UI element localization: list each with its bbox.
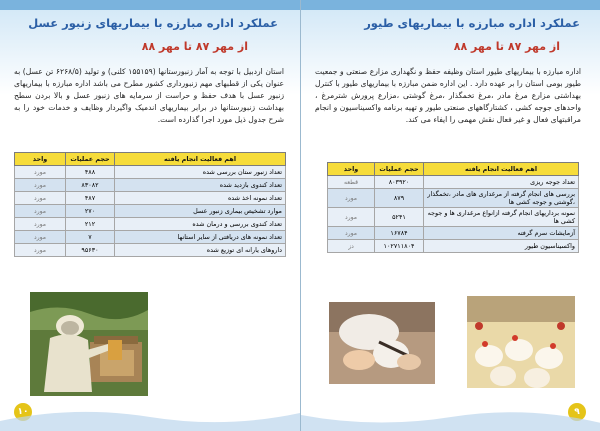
- page-subtitle: از مهر ۸۷ تا مهر ۸۸: [141, 40, 248, 53]
- body-paragraph: استان اردبیل با توجه به آمار زنبورستانها (۱۵۵۱۵۹ کلنی) و تولید (۶۲۶۸/۵ تن عسل) به عنوان یکی از قطبهای مهم زنبورداری کشور مطرح می باشد اداره مبارزه با بیماریهای زنبور عسل با هدف حفظ و حراست از سرمایه های زنبور عسل و بالا بردن سطح بهداشت زنبورستانها در برابر بیماریهای اندمیک واگیردار وظایف و خدمات خود را به شرح جدول ذیل مورد اجرا گذارده است.: [14, 67, 284, 124]
- table-row: [15, 192, 286, 205]
- page-number: ۱۰: [14, 403, 32, 421]
- activity-cell: موارد تشخیص بیماری زنبور عسل: [115, 205, 286, 218]
- right-page-poultry-diseases: [300, 0, 600, 431]
- page-number: ۹: [568, 403, 586, 421]
- table-row: [15, 179, 286, 192]
- volume-cell: ۸۷۹: [375, 189, 424, 208]
- unit-cell: مورد: [15, 231, 66, 244]
- unit-cell: دز: [328, 240, 375, 253]
- header-activity: اهم فعالیت انجام یافته: [424, 163, 579, 176]
- unit-cell: مورد: [15, 205, 66, 218]
- volume-cell: ۲۷۰: [66, 205, 115, 218]
- volume-cell: ۷: [66, 231, 115, 244]
- volume-cell: ۴۸۷: [66, 192, 115, 205]
- header-volume: حجم عملیات: [375, 163, 424, 176]
- activity-cell: آزمایشات سرم گرفته: [424, 227, 579, 240]
- unit-cell: مورد: [15, 244, 66, 257]
- footer-wave: [301, 395, 600, 431]
- header-unit: واحد: [328, 163, 375, 176]
- unit-cell: مورد: [15, 179, 66, 192]
- footer-wave: [0, 395, 300, 431]
- volume-cell: ۲۱۲: [66, 218, 115, 231]
- unit-cell: مورد: [15, 192, 66, 205]
- table-row: [15, 231, 286, 244]
- top-bar: [0, 0, 300, 10]
- header-activity: اهم فعالیت انجام یافته: [115, 153, 286, 166]
- activity-cell: تعداد نمونه های دریافتی از سایر استانها: [115, 231, 286, 244]
- unit-cell: مورد: [15, 166, 66, 179]
- page-title: عملکرد اداره مبارزه با بیماریهای طیور: [364, 16, 580, 30]
- activity-cell: داروهای یارانه ای توزیع شده: [115, 244, 286, 257]
- activity-cell: واکسیناسیون طیور: [424, 240, 579, 253]
- activity-cell: تعداد کندوی بازدید شده: [115, 179, 286, 192]
- volume-cell: ۵۲۴۱: [375, 208, 424, 227]
- unit-cell: مورد: [328, 189, 375, 208]
- unit-cell: مورد: [328, 227, 375, 240]
- beekeeper-photo: [30, 292, 148, 396]
- table-row: [328, 189, 579, 208]
- header-volume: حجم عملیات: [66, 153, 115, 166]
- activity-cell: تعداد کندوی بررسی و درمان شده: [115, 218, 286, 231]
- volume-cell: ۸۳۰۸۲: [66, 179, 115, 192]
- volume-cell: ۸۰۳۹۲۰: [375, 176, 424, 189]
- volume-cell: ۱۶۷۸۴: [375, 227, 424, 240]
- unit-cell: مورد: [328, 208, 375, 227]
- table-header-row: [328, 163, 579, 176]
- chickens-photo: [467, 296, 575, 388]
- activity-cell: بررسی های انجام گرفته از مرغداری های مادر ،تخمگذار ،گوشتی و جوجه کشی ها: [424, 189, 579, 208]
- activity-table: [14, 152, 286, 257]
- volume-cell: ۴۸۸: [66, 166, 115, 179]
- header-unit: واحد: [15, 153, 66, 166]
- table-row: [328, 227, 579, 240]
- activity-cell: تعداد جوجه ریزی: [424, 176, 579, 189]
- unit-cell: مورد: [15, 218, 66, 231]
- page-title: عملکرد اداره مبارزه با بیماریهای زنبور عسل: [28, 16, 278, 30]
- volume-cell: ۹۵۶۳۰: [66, 244, 115, 257]
- table-row: [328, 208, 579, 227]
- activity-cell: تعداد زنبور ستان بررسی شده: [115, 166, 286, 179]
- activity-table: [327, 162, 579, 253]
- unit-cell: قطعه: [328, 176, 375, 189]
- table-header-row: [15, 153, 286, 166]
- activity-cell: تعداد نمونه اخذ شده: [115, 192, 286, 205]
- activity-cell: نمونه برداریهای انجام گرفته ازانواع مرغداری ها و جوجه کشی ها: [424, 208, 579, 227]
- table-row: [15, 244, 286, 257]
- page-subtitle: از مهر ۸۷ تا مهر ۸۸: [453, 40, 560, 53]
- body-paragraph: اداره مبارزه با بیماریهای طیور استان وظیفه حفظ و نگهداری مزارع صنعتی و جمعیت طیور بومی استان را بر عهده دارد . این اداره ضمن مبارزه با بیماریهای طیور با کنترل بهداشتی مزارع مرغ مادر ،مرغ تخمگذار ،مرغ گوشتی ،مزارع پرورش شترمرغ ، واحدهای جوجه کشی ، کشتارگاههای صنعتی طیور و تهیه برنامه واکسیناسیون و انجام مراقبتهای فعال و غیر فعال نقش مهمی را ایفاء می کند.: [315, 67, 581, 124]
- table-row: [15, 205, 286, 218]
- volume-cell: ۱۰۲۷۱۱۸۰۴: [375, 240, 424, 253]
- table-row: [15, 218, 286, 231]
- vaccination-photo: [329, 302, 435, 384]
- table-row: [328, 176, 579, 189]
- table-row: [328, 240, 579, 253]
- top-bar: [301, 0, 600, 10]
- table-row: [15, 166, 286, 179]
